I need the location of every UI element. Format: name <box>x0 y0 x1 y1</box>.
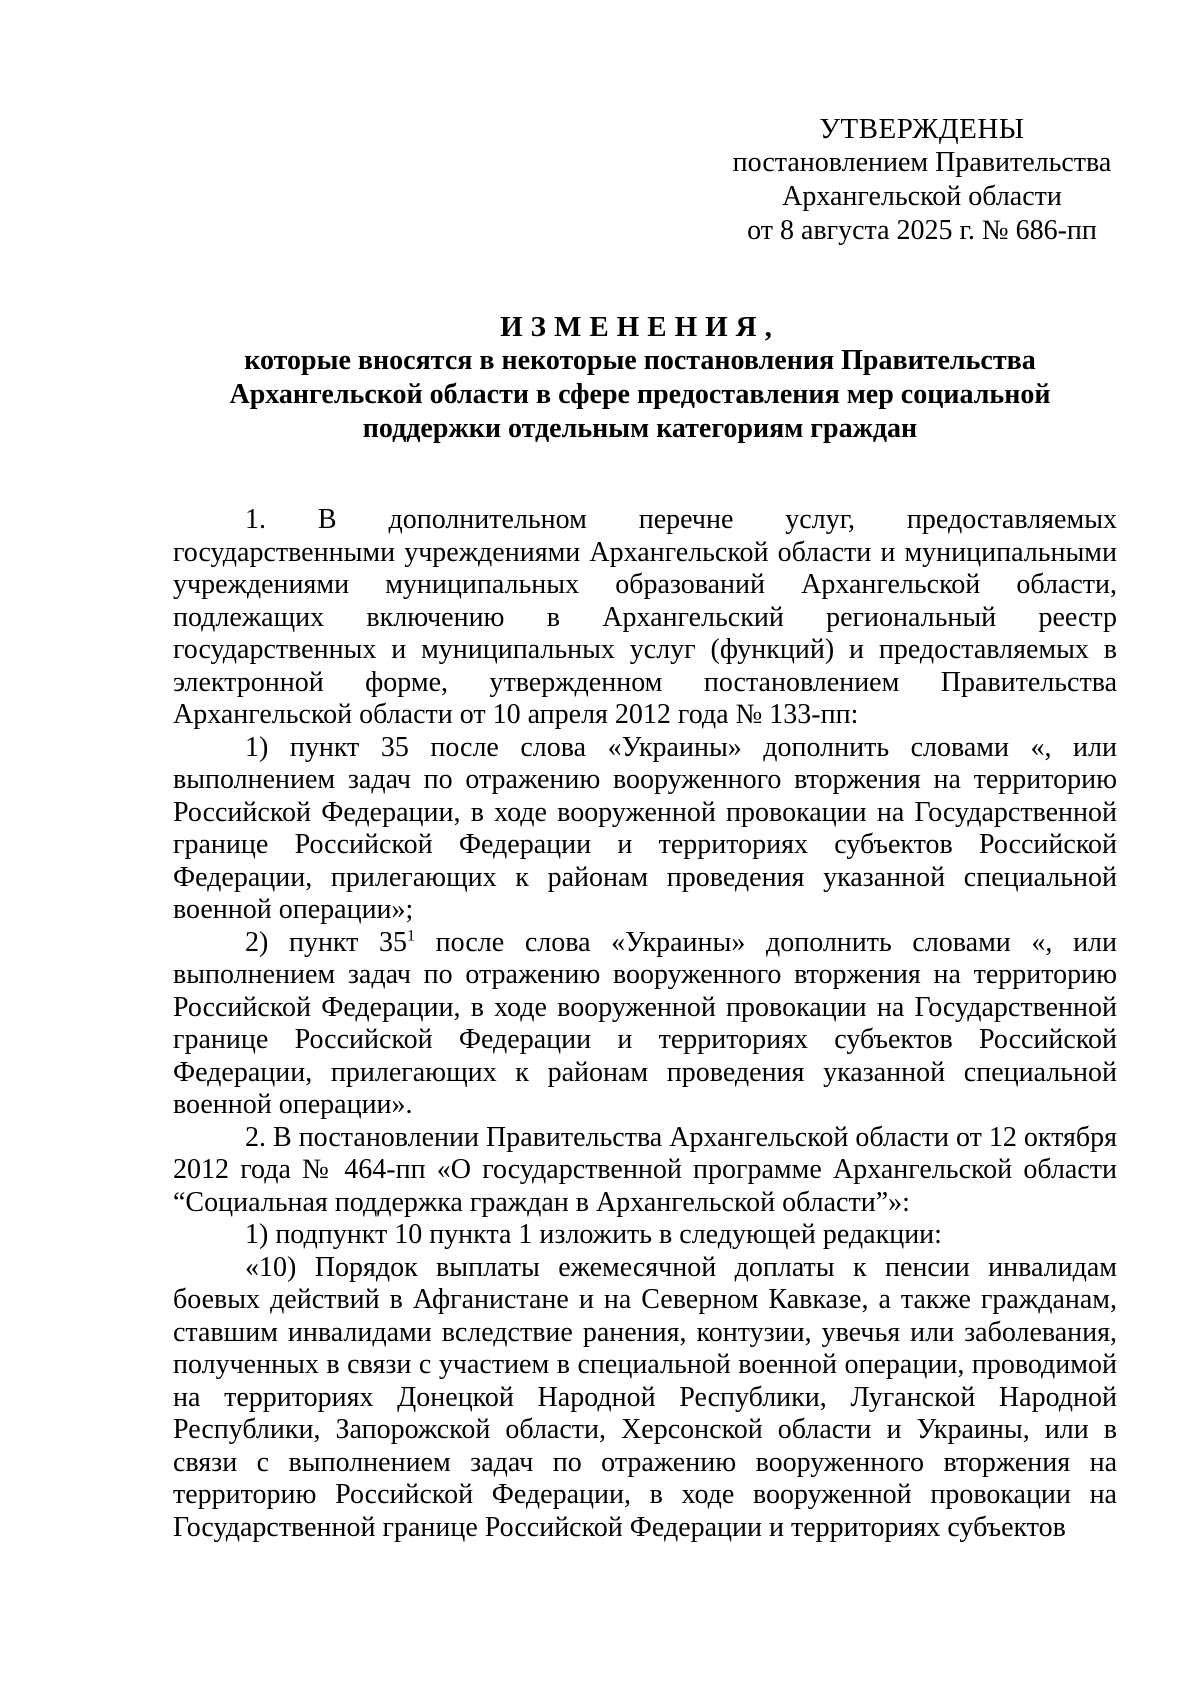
paragraph-3-rest: после слова «Украины» дополнить словами «, или выполнением задач по отражению вооруженного вторжения на территорию Российской Федерации, в ходе вооруженной провокации на Государственной границе Российской Федерации и территориях субъектов Российской Федерации, прилегающих к районам проведения указанной специальной военной операции». <box>173 926 1118 1120</box>
approval-line-1: постановлением Правительства <box>732 147 1112 178</box>
approval-heading: УТВЕРЖДЕНЫ <box>819 113 1025 145</box>
approval-line-2: Архангельской области <box>782 181 1062 212</box>
title-line-2: Архангельской области в сфере предоставления мер социальной <box>229 379 1051 410</box>
paragraph-3 <box>173 927 1117 1122</box>
paragraph-5: 1) подпункт 10 пункта 1 изложить в следующей редакции: <box>245 1219 942 1250</box>
document-body <box>173 504 1117 1544</box>
approval-stamp-block <box>712 112 1132 248</box>
title-line-1: которые вносятся в некоторые постановления Правительства <box>244 345 1036 376</box>
paragraph-2: 1) пункт 35 после слова «Украины» дополнить словами «, или выполнением задач по отражению вооруженного вторжения на территорию Российской Федерации, в ходе вооруженной провокации на Государственной границе Российской Федерации и территориях субъектов Российской Федерации, прилегающих к районам проведения указанной специальной военной операции»; <box>173 731 1117 925</box>
paragraph-6: «10) Порядок выплаты ежемесячной доплаты к пенсии инвалидам боевых действий в Афганистане и на Северном Кавказе, а также гражданам, ставшим инвалидами вследствие ранения, контузии, увечья или заболевания, полученных в связи с участием в специальной военной операции, проводимой на территориях Донецкой Народной Республики, Луганской Народной Республики, Запорожской области, Херсонской области и Украины, или в связи с выполнением задач по отражению вооруженного вторжения на территорию Российской Федерации, в ходе вооруженной провокации на Государственной границе Российской Федерации и территориях субъектов <box>173 1251 1117 1543</box>
paragraph-4: 2. В постановлении Правительства Архангельской области от 12 октября 2012 года № 464-пп «О государственной программе Архангельской области “Социальная поддержка граждан в Архангельской области”»: <box>173 1121 1117 1218</box>
paragraph-1: 1. В дополнительном перечне услуг, предоставляемых государственными учреждениями Архангельской области и муниципальными учреждениями муниципальных образований Архангельской области, подлежащих включению в Архангельский региональный реестр государственных и муниципальных услуг (функций) и предоставляемых в электронной форме, утвержденном постановлением Правительства Архангельской области от 10 апреля 2012 года № 133-пп: <box>173 504 1117 730</box>
title-line-3: поддержки отдельным категориям граждан <box>362 413 918 444</box>
document-title <box>160 310 1120 446</box>
title-main: ИЗМЕНЕНИЯ, <box>500 311 780 343</box>
paragraph-3-start: 2) пункт 35 <box>245 926 408 958</box>
approval-line-3: от 8 августа 2025 г. № 686-пп <box>747 215 1097 246</box>
paragraph-3-superscript: 1 <box>407 927 416 945</box>
